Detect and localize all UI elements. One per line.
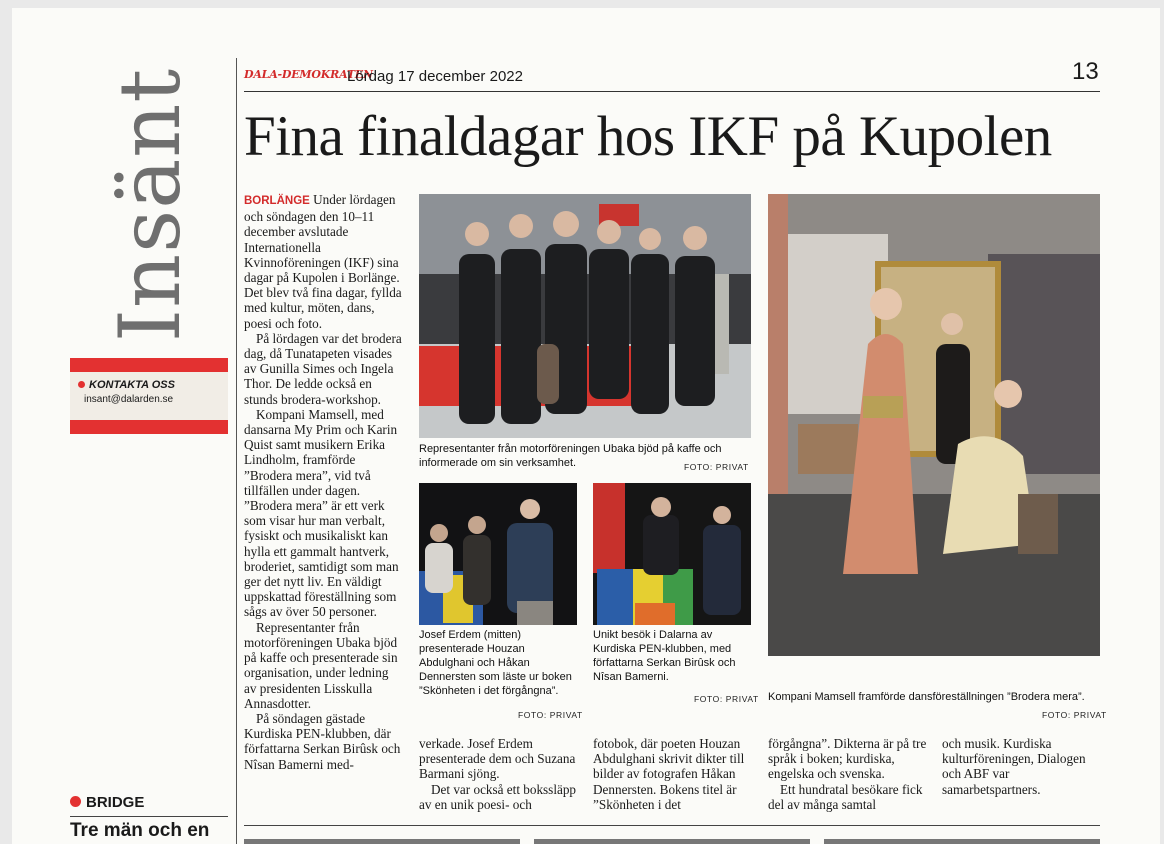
photo-credit: FOTO: PRIVAT — [684, 462, 749, 472]
column-divider — [236, 58, 237, 844]
newspaper-page — [12, 8, 1160, 844]
photo-caption: Kompani Mamsell framförde dansföreställningen ”Brodera mera”. — [768, 691, 1085, 703]
body-paragraph: På söndagen gästade Kurdiska PEN-klubben, där författarna Serkan Birûsk och Nîsan Bamerni med- — [244, 710, 401, 772]
header-rule — [244, 91, 1100, 92]
body-paragraph: verkade. Josef Erdem presenterade dem och Suzana Barmani sjöng. — [419, 736, 576, 782]
article-column-2 — [419, 736, 581, 812]
body-paragraph: Kompani Mamsell, med dansarna My Prim och Karin Quist samt musikern Erika Lindholm, framförde ”Brodera mera”, vid två tillfällen under dagen. ”Brodera mera” är ett verk som visar hur man verbalt, fysiskt och musikaliskt kan hylla ett gammalt hantverk, broderiet, samtidigt som man ger det nytt liv. En väldigt uppskattad föreställning som sågs av över 50 personer. — [244, 406, 399, 620]
masthead-logo: DALA-DEMOKRATEN — [244, 68, 373, 81]
page-number: 13 — [1072, 58, 1099, 85]
body-paragraph: På lördagen var det brodera dag, då Tunatapeten visades av Gunilla Simes och Ingela Thor. De ledde också en stunds brodera-workshop. — [244, 330, 402, 407]
photo-kurdish-pen — [593, 483, 751, 625]
photo-josef-erdem — [419, 483, 577, 625]
bullet-icon — [78, 381, 85, 388]
next-article-photo-edge — [244, 839, 520, 844]
issue-date: Lördag 17 december 2022 — [347, 68, 523, 85]
divider — [70, 816, 228, 817]
photo-caption: Josef Erdem (mitten) presenterade Houzan Abdulghani och Håkan Dennersten som läste ur boken ”Skönheten i det förgångna”. — [419, 629, 572, 697]
photo-credit: FOTO: PRIVAT — [518, 710, 583, 720]
body-paragraph: fotobok, där poeten Houzan Abdulghani skrivit dikter till bilder av fotografen Håkan Dennersten. Bokens titel är ”Skönheten i det — [593, 736, 745, 812]
body-paragraph: förgångna”. Dikterna är på tre språk i boken; kurdiska, engelska och svenska. — [768, 736, 927, 782]
lead-paragraph — [244, 192, 402, 331]
article-column-4 — [768, 736, 928, 812]
bullet-icon — [70, 796, 81, 807]
article-column-1 — [244, 192, 402, 772]
contact-bottom-bar — [70, 420, 228, 434]
dateline: BORLÄNGE — [244, 195, 310, 207]
contact-email[interactable]: insant@dalarden.se — [84, 394, 174, 405]
next-article-photo-edge — [534, 839, 810, 844]
body-paragraph: Ett hundratal besökare fick del av många samtal — [768, 781, 923, 812]
contact-label: KONTAKTA OSS — [78, 379, 228, 391]
body-paragraph: Representanter från motorföreningen Ubaka bjöd på kaffe och presenterade sin organisation, under ledning av presidenten Lisskulla Annasdotter. — [244, 619, 398, 711]
photo-credit: FOTO: PRIVAT — [1042, 710, 1107, 720]
photo-caption: Unikt besök i Dalarna av Kurdiska PEN-klubben, med författarna Serkan Birûsk och Nîsan Bamerni. — [593, 629, 736, 683]
bottom-rule — [244, 825, 1100, 826]
lead-text: Under lördagen och söndagen den 10–11 december avslutade Internationella Kvinnoföreningen (IKF) sina dagar på Kupolen i Borlänge. Det blev två fina dagar, fyllda med kultur, möten, dans, poesi och foto. — [244, 192, 402, 331]
contact-top-bar — [70, 358, 228, 372]
article-column-5 — [942, 736, 1102, 797]
article-headline: Fina finaldagar hos IKF på Kupolen — [244, 105, 1052, 168]
contact-box — [70, 358, 228, 434]
bridge-label: BRIDGE — [70, 794, 144, 811]
bridge-headline: Tre män och en — [70, 820, 210, 841]
section-title: Insänt — [101, 67, 199, 343]
article-column-3 — [593, 736, 751, 812]
photo-credit: FOTO: PRIVAT — [694, 694, 759, 704]
photo-kompani-mamsell — [768, 194, 1100, 656]
next-article-photo-edge — [824, 839, 1100, 844]
body-paragraph: och musik. Kurdiska kulturföreningen, Dialogen och ABF var samarbetspartners. — [942, 736, 1086, 797]
body-paragraph: Det var också ett bokssläpp av en unik poesi- och — [419, 781, 577, 812]
photo-caption: Representanter från motorföreningen Ubaka bjöd på kaffe och informerade om sin verksamhet. — [419, 443, 722, 469]
photo-ubaka-group — [419, 194, 751, 438]
